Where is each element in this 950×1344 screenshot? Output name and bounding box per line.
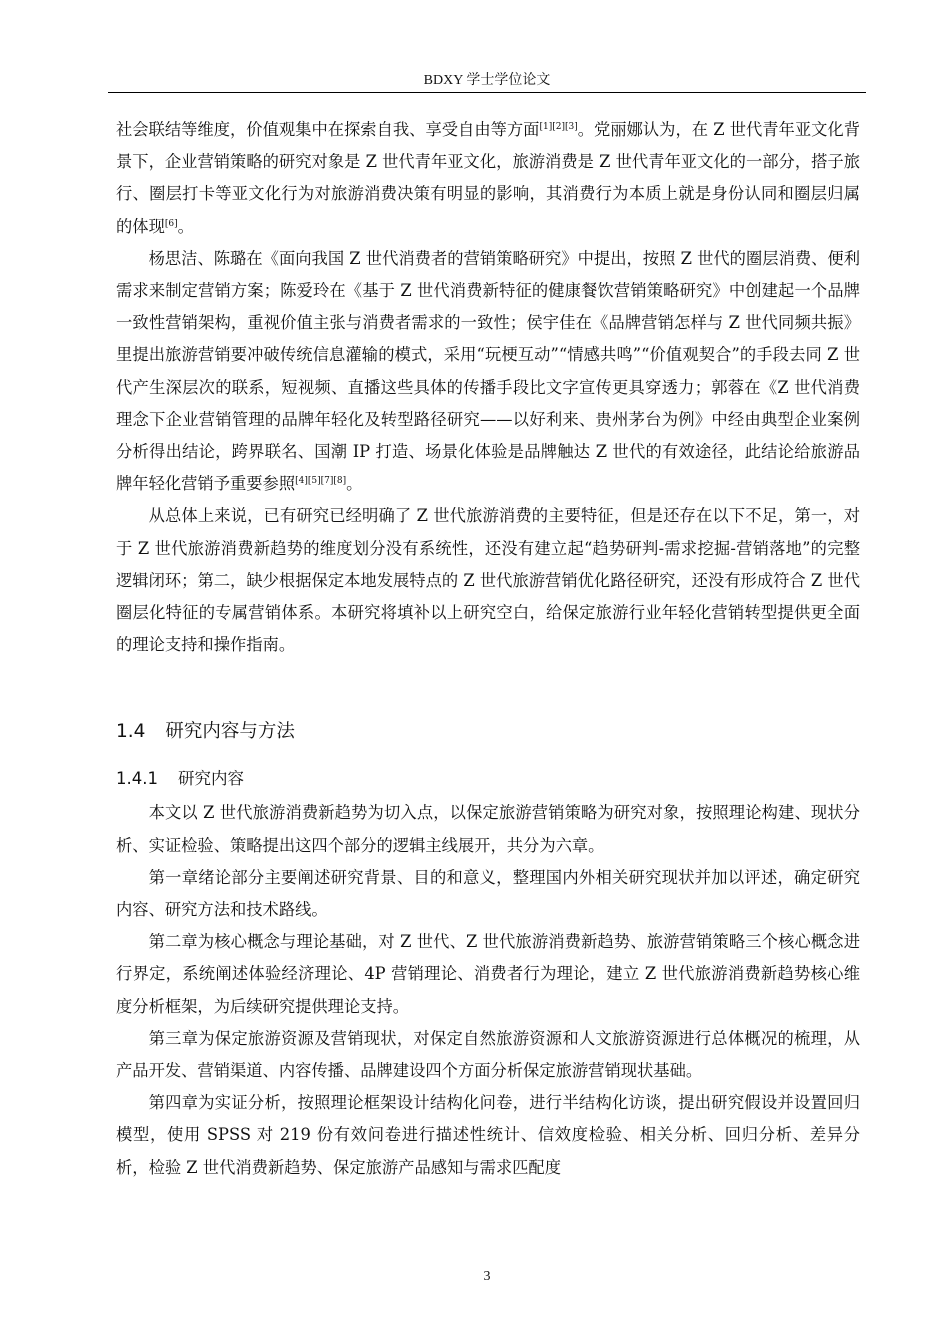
page-body	[116, 114, 860, 1184]
subsection-number: 1.4.1	[116, 769, 158, 789]
paragraph-text: 杨思洁、陈璐在《面向我国 Z 世代消费者的营销策略研究》中提出，按照 Z 世代的圈层消费、便利需求来制定营销方案；陈爱玲在《基于 Z 世代消费新特征的健康餐饮营销策略研究》中创建起一个品牌一致性营销架构，重视价值主张与消费者需求的一致性；侯宇佳在《品牌营销怎样与 Z 世代同频共振》里提出旅游营销要冲破传统信息灌输的模式，采用“玩梗互动”“情感共鸣”“价值观契合”的手段去同 Z 世代产生深层次的联系，短视频、直播这些具体的传播手段比文字宣传更具穿透力；郭蓉在《Z 世代消费理念下企业营销管理的品牌年轻化及转型路径研究——以好利来、贵州茅台为例》中经由典型企业案例分析得出结论，跨界联名、国潮 IP 打造、场景化体验是品牌触达 Z 世代的有效途径，此结论给旅游品牌年轻化营销予重要参照	[116, 248, 860, 494]
paragraph-text: 。	[177, 216, 194, 236]
paragraph-text: 从总体上来说，已有研究已经明确了 Z 世代旅游消费的主要特征，但是还存在以下不足，第一，对于 Z 世代旅游消费新趋势的维度划分没有系统性，还没有建立起“趋势研判-需求挖掘-营销落地”的完整逻辑闭环；第二，缺少根据保定本地发展特点的 Z 世代旅游营销优化路径研究，还没有形成符合 Z 世代圈层化特征的专属营销体系。本研究将填补以上研究空白，给保定旅游行业年轻化营销转型提供更全面的理论支持和操作指南。	[116, 506, 860, 655]
paragraph: 本文以 Z 世代旅游消费新趋势为切入点，以保定旅游营销策略为研究对象，按照理论构建、现状分析、实证检验、策略提出这四个部分的逻辑主线展开，共分为六章。	[116, 803, 860, 855]
subsection-title: 研究内容	[177, 769, 244, 789]
paragraph	[116, 243, 860, 501]
running-header: BDXY 学士学位论文	[423, 73, 551, 88]
paragraph-text: 社会联结等维度，价值观集中在探索自我、享受自由等方面	[116, 120, 540, 139]
subsection-heading	[116, 763, 860, 795]
section-number: 1.4	[116, 721, 146, 743]
paragraph-text: 。	[346, 474, 363, 494]
section-title: 研究内容与方法	[165, 721, 295, 743]
section-heading	[116, 715, 860, 749]
citation: [6]	[164, 218, 178, 229]
paragraph-text: 。党丽娜认为，在 Z 世代青年亚文化背景下，企业营销策略的研究对象是 Z 世代青年亚文化，旅游消费是 Z 世代青年亚文化的一部分，搭子旅行、圈层打卡等亚文化行为对旅游消费决策有明显的影响，其消费行为本质上就是身份认同和圈层归属的体现	[116, 120, 860, 236]
citation: [4][5][7][8]	[295, 476, 347, 487]
paragraph	[116, 500, 860, 661]
paragraph	[116, 114, 860, 243]
paragraph: 第一章绪论部分主要阐述研究背景、目的和意义，整理国内外相关研究现状并加以评述，确定研究内容、研究方法和技术路线。	[116, 867, 860, 920]
paragraph: 第四章为实证分析，按照理论框架设计结构化问卷，进行半结构化访谈，提出研究假设并设置回归模型，使用 SPSS 对 219 份有效问卷进行描述性统计、信效度检验、相关分析、回归分析、差异分析，检验 Z 世代消费新趋势、保定旅游产品感知与需求匹配度	[116, 1093, 860, 1177]
page-number: 3	[483, 1269, 491, 1284]
paragraph: 第二章为核心概念与理论基础，对 Z 世代、Z 世代旅游消费新趋势、旅游营销策略三个核心概念进行界定，系统阐述体验经济理论、4P 营销理论、消费者行为理论，建立 Z 世代旅游消费新趋势核心维度分析框架，为后续研究提供理论支持。	[116, 932, 860, 1016]
header-rule	[108, 92, 866, 93]
paragraph: 第三章为保定旅游资源及营销现状，对保定自然旅游资源和人文旅游资源进行总体概况的梳理，从产品开发、营销渠道、内容传播、品牌建设四个方面分析保定旅游营销现状基础。	[116, 1028, 860, 1081]
citation: [1][2][3]	[539, 122, 578, 132]
